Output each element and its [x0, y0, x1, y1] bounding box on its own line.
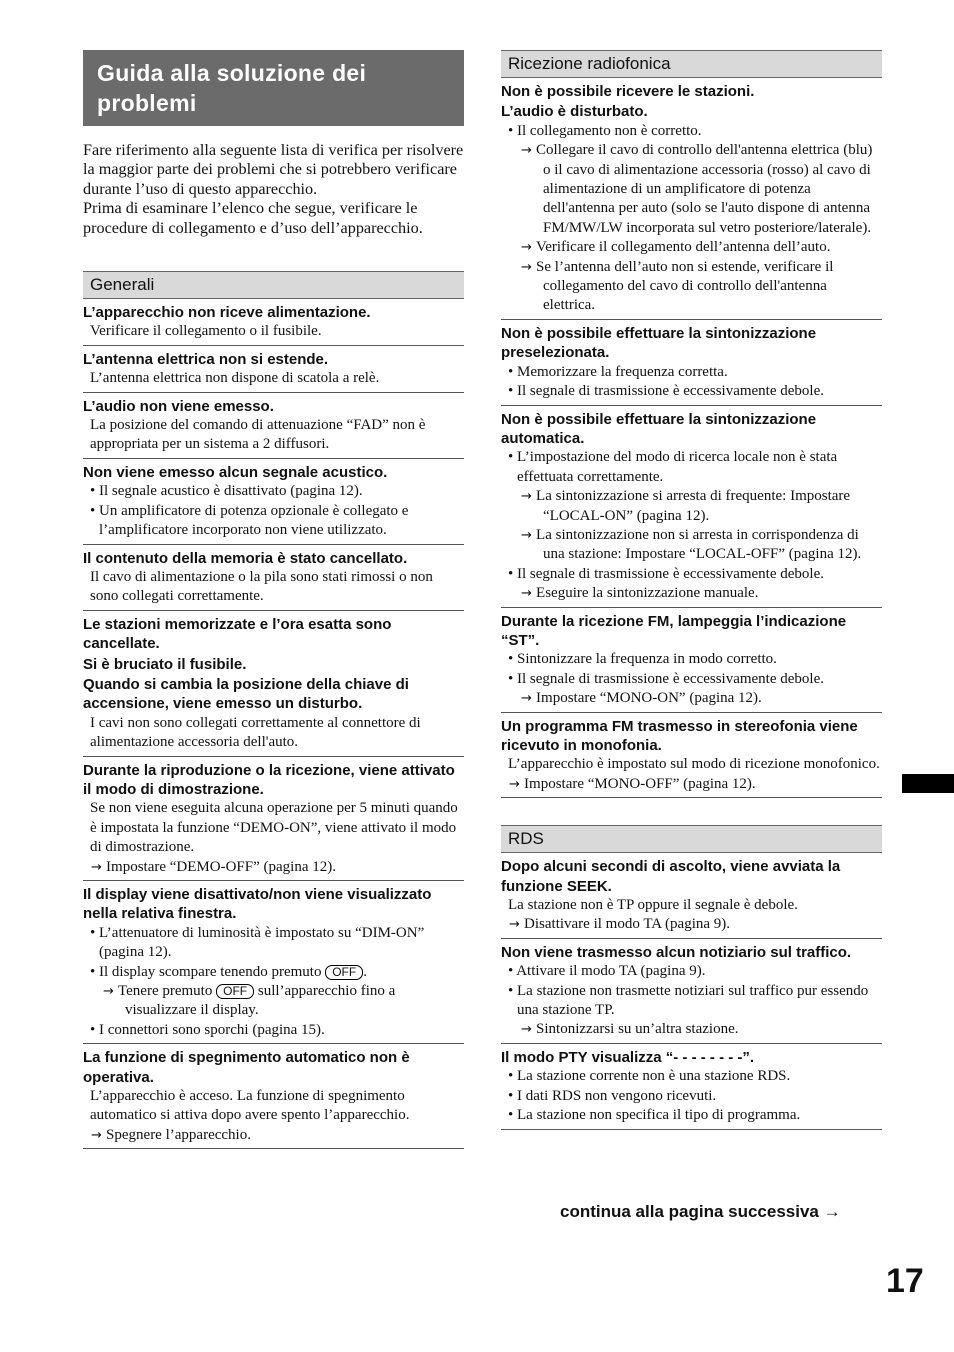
cause-bullet	[501, 363, 882, 382]
trouble-item	[501, 1044, 882, 1130]
cause-text	[83, 799, 464, 857]
trouble-item	[83, 545, 464, 611]
problem-heading: Non è possibile effettuare la sintonizzazione preselezionata.	[501, 324, 817, 362]
continue-next-page: continua alla pagina successiva →	[560, 1202, 841, 1221]
remedy-line	[501, 689, 882, 708]
problem-heading: Durante la ricezione FM, lampeggia l’indicazione “ST”.	[501, 612, 847, 649]
problem-heading: Le stazioni memorizzate e l’ora esatta sono cancellate.	[83, 615, 392, 653]
cause-bullet-suffix: .	[363, 963, 367, 980]
trouble-item	[501, 713, 882, 799]
cause-bullet	[83, 963, 464, 982]
cause-bullet	[501, 670, 882, 689]
cause-text	[83, 568, 464, 607]
problem-heading: Non viene trasmesso alcun notiziario sul traffico.	[501, 943, 852, 961]
cause-text	[501, 896, 882, 915]
problem-heading: Quando si cambia la posizione della chiave di accensione, viene emesso un disturbo.	[83, 675, 409, 713]
problem-heading: Il contenuto della memoria è stato cancellato.	[83, 549, 408, 567]
cause-bullet	[501, 382, 882, 401]
remedy-line	[83, 982, 464, 1021]
cause-text	[501, 755, 882, 774]
problem-heading: La funzione di spegnimento automatico non è operativa.	[83, 1049, 410, 1086]
problem-heading: Il modo PTY visualizza “- - - - - - - -”.	[501, 1048, 755, 1066]
problem-heading: L’antenna elettrica non si estende.	[83, 350, 329, 368]
cause-text-text: Se non viene eseguita alcuna operazione per 5 minuti quando è impostata la funzione “DEMO-ON”, viene attivato il modo di dimostrazione.	[90, 800, 458, 856]
trouble-item	[83, 881, 464, 1044]
problem-heading: Non è possibile effettuare la sintonizzazione automatica.	[501, 410, 817, 447]
remedy-line-text: La sintonizzazione si arresta di frequente: Impostare “LOCAL-ON” (pagina 12).	[536, 488, 851, 524]
cause-bullet	[83, 924, 464, 963]
remedy-line	[83, 858, 464, 877]
cause-text	[83, 416, 464, 455]
section-tab-marker	[902, 774, 954, 793]
cause-bullet	[501, 1067, 882, 1086]
cause-text	[83, 1087, 464, 1126]
problem-heading: Non viene emesso alcun segnale acustico.	[83, 463, 388, 481]
section-header-ricezione: Ricezione radiofonica	[501, 50, 882, 78]
section-header-generali: Generali	[83, 271, 464, 299]
cause-text-text: L’apparecchio è impostato sul modo di ricezione monofonico.	[508, 756, 880, 773]
intro	[83, 141, 464, 238]
cause-bullet	[83, 502, 464, 541]
cause-bullet-text: I dati RDS non vengono ricevuti.	[517, 1087, 717, 1104]
remedy-line	[501, 915, 882, 934]
generali-list	[83, 299, 464, 1149]
cause-bullet-text: L’impostazione del modo di ricerca locale non è stata effettuata correttamente.	[517, 449, 838, 485]
cause-text-text: Verificare il collegamento o il fusibile.	[90, 323, 322, 340]
cause-bullet-text: L’attenuatore di luminosità è impostato su “DIM-ON” (pagina 12).	[99, 924, 425, 961]
cause-bullet-text: Un amplificatore di potenza opzionale è collegato e l’amplificatore incorporato non viene utilizzato.	[99, 502, 409, 539]
cause-bullet-text: Sintonizzare la frequenza in modo corretto.	[517, 651, 777, 668]
left-column	[83, 50, 464, 1149]
remedy-line-suffix: sull’apparecchio fino a visualizzare il display.	[125, 983, 396, 1019]
trouble-item	[83, 299, 464, 346]
remedy-line	[501, 1020, 882, 1039]
cause-bullet	[83, 1021, 464, 1040]
page-number: 17	[886, 1262, 924, 1300]
trouble-item	[501, 853, 882, 939]
cause-bullet-text: Il segnale di trasmissione è eccessivamente debole.	[517, 383, 824, 400]
cause-bullet	[501, 982, 882, 1021]
cause-text-text: L’apparecchio è acceso. La funzione di spegnimento automatico si attiva dopo avere spento l’apparecchio.	[90, 1088, 410, 1124]
trouble-item	[83, 757, 464, 881]
remedy-line-text: Se l’antenna dell’auto non si estende, verificare il collegamento del cavo di controllo dell'antenna elettrica.	[536, 258, 834, 314]
remedy-line-text: Tenere premuto	[118, 983, 213, 1000]
trouble-item	[83, 346, 464, 393]
cause-text-text: La posizione del comando di attenuazione “FAD” non è appropriata per un sistema a 2 diffusori.	[90, 417, 426, 453]
problem-heading: Non è possibile ricevere le stazioni.	[501, 83, 755, 100]
right-column	[501, 50, 882, 1130]
rds-list	[501, 853, 882, 1129]
off-button-label: OFF	[216, 984, 254, 999]
off-button-label: OFF	[325, 965, 363, 980]
remedy-line-text: Sintonizzarsi su un’altra stazione.	[536, 1021, 739, 1038]
trouble-item	[83, 1044, 464, 1149]
remedy-line-text: Verificare il collegamento dell’antenna dell’auto.	[536, 239, 831, 256]
trouble-item	[83, 393, 464, 459]
cause-bullet-text: Il segnale di trasmissione è eccessivamente debole.	[517, 670, 824, 687]
cause-bullet	[501, 1106, 882, 1125]
cause-bullet-text: Memorizzare la frequenza corretta.	[517, 363, 728, 380]
cause-bullet-text: La stazione corrente non è una stazione RDS.	[517, 1068, 791, 1085]
remedy-line-text: Collegare il cavo di controllo dell'antenna elettrica (blu) o il cavo di alimentazione accessoria (rosso) al cavo di alimentazione di un amplificatore di potenza dell'antenna per auto (solo se l'auto dispone di antenna FM/MW/LW incorporata sul vetro posteriore/laterale).	[536, 142, 873, 236]
remedy-line	[501, 238, 882, 257]
remedy-line	[501, 526, 882, 565]
cause-text-text: Il cavo di alimentazione o la pila sono stati rimossi o non sono collegati correttamente.	[90, 568, 433, 605]
remedy-line-text: Disattivare il modo TA (pagina 9).	[524, 916, 731, 933]
remedy-line-text: Impostare “MONO-OFF” (pagina 12).	[524, 775, 756, 792]
remedy-line-text: Spegnere l’apparecchio.	[106, 1126, 251, 1143]
cause-text	[83, 322, 464, 341]
cause-bullet	[501, 565, 882, 584]
cause-bullet	[501, 122, 882, 141]
trouble-item	[83, 459, 464, 545]
remedy-line	[83, 1126, 464, 1145]
problem-heading: Durante la riproduzione o la ricezione, viene attivato il modo di dimostrazione.	[83, 761, 455, 798]
page-title: Guida alla soluzione dei problemi	[83, 50, 464, 126]
remedy-line-text: Impostare “MONO-ON” (pagina 12).	[536, 690, 762, 707]
trouble-item	[83, 611, 464, 757]
cause-bullet-text: Attivare il modo TA (pagina 9).	[516, 963, 706, 980]
trouble-item	[501, 406, 882, 608]
trouble-item	[501, 78, 882, 320]
cause-text	[83, 714, 464, 753]
section-header-rds: RDS	[501, 825, 882, 853]
remedy-line	[501, 258, 882, 316]
problem-heading: L’apparecchio non riceve alimentazione.	[83, 304, 371, 322]
cause-bullet-text: I connettori sono sporchi (pagina 15).	[99, 1021, 325, 1038]
remedy-line-text: La sintonizzazione non si arresta in corrispondenza di una stazione: Impostare “LOCAL-OFF” (pagina 12).	[536, 526, 862, 563]
problem-heading: L’audio non viene emesso.	[83, 397, 274, 415]
cause-bullet	[501, 448, 882, 487]
cause-text-text: La stazione non è TP oppure il segnale è debole.	[508, 897, 798, 914]
intro-paragraph: Prima di esaminare l’elenco che segue, verificare le procedure di collegamento e d’uso dell’apparecchio.	[83, 199, 423, 237]
intro-paragraph: Fare riferimento alla seguente lista di verifica per risolvere la maggior parte dei problemi che si potrebbero verificare durante l’uso di questo apparecchio.	[83, 141, 464, 198]
remedy-line-text: Impostare “DEMO-OFF” (pagina 12).	[106, 858, 336, 875]
cause-bullet-text: Il collegamento non è corretto.	[517, 122, 702, 139]
trouble-item	[501, 320, 882, 406]
remedy-line	[501, 584, 882, 603]
cause-bullet-text: Il segnale acustico è disattivato (pagina 12).	[99, 483, 363, 500]
problem-heading: Un programma FM trasmesso in stereofonia viene ricevuto in monofonia.	[501, 717, 858, 754]
problem-heading: Il display viene disattivato/non viene visualizzato nella relativa finestra.	[83, 886, 432, 923]
remedy-line	[501, 487, 882, 526]
cause-text-text: I cavi non sono collegati correttamente al connettore di alimentazione accessoria dell'auto.	[90, 714, 421, 751]
problem-heading: Dopo alcuni secondi di ascolto, viene avviata la funzione SEEK.	[501, 858, 841, 895]
problem-heading: Si è bruciato il fusibile.	[83, 655, 247, 673]
cause-bullet-text: La stazione non trasmette notiziari sul traffico pur essendo una stazione TP.	[517, 982, 869, 1019]
cause-bullet	[501, 1087, 882, 1106]
problem-heading: L’audio è disturbato.	[501, 103, 648, 121]
remedy-line	[501, 775, 882, 794]
cause-text	[83, 369, 464, 388]
cause-bullet-text: Il display scompare tenendo premuto	[99, 963, 322, 980]
cause-text-text: L’antenna elettrica non dispone di scatola a relè.	[90, 370, 380, 387]
remedy-line-text: Eseguire la sintonizzazione manuale.	[536, 585, 759, 602]
cause-bullet-text: Il segnale di trasmissione è eccessivamente debole.	[517, 565, 824, 582]
cause-bullet-text: La stazione non specifica il tipo di programma.	[517, 1107, 801, 1124]
cause-bullet	[83, 482, 464, 501]
trouble-item	[501, 608, 882, 713]
ricezione-list	[501, 78, 882, 798]
remedy-line	[501, 141, 882, 238]
trouble-item	[501, 939, 882, 1044]
cause-bullet	[501, 650, 882, 669]
cause-bullet	[501, 962, 882, 981]
